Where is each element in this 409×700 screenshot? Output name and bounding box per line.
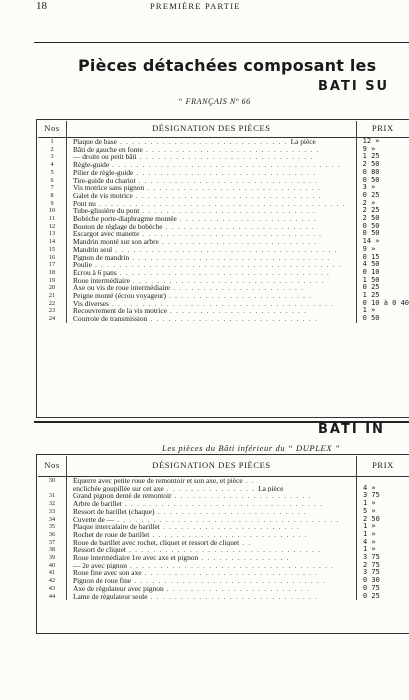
row-designation-cell — [67, 593, 357, 601]
table-row — [38, 146, 409, 154]
row-designation-cell — [67, 500, 357, 508]
row-price: 9 » — [362, 244, 376, 253]
leader-dots: . . . . . . . . . . . . . . . . . . . . . . . . — [165, 292, 313, 300]
row-designation-cell — [67, 238, 357, 246]
row-number: 6 — [38, 177, 67, 185]
row-number: 32 — [38, 500, 67, 508]
row-designation-cell — [67, 477, 357, 485]
row-number: 22 — [38, 300, 67, 308]
leader-dots: . . . . . . . . . . . . . . . . . . . . . . . . . — [154, 507, 307, 516]
row-price: 5 » — [363, 506, 376, 515]
leader-dots: . . . . . . . . . . . . . . . . . . . . . . . . . . . . . — [144, 184, 321, 192]
leader-dots: . . . . . . . . . . . . . . . . . . . . . . . . . — [162, 222, 315, 231]
section2-subtitle: Les pièces du Bâti inférieur du “ DUPLEX ” — [162, 443, 341, 453]
section-title: Pièces détachées composant les — [78, 56, 377, 75]
row-designation: Grand pignon denté de remontoir — [73, 492, 172, 501]
row-price: 2 25 — [362, 206, 380, 215]
page-number: 18 — [36, 0, 47, 12]
section1-bati-label: BATI SU — [318, 79, 390, 94]
row-price: 0 25 — [363, 591, 380, 600]
leader-dots: . . . . . . . . . . . . . . . . . . . . . . . . . . . . — [147, 315, 318, 323]
leader-dots: . . . . . . . . . . . . . . . . . . . . . . . . . . . . . — [136, 153, 314, 162]
row-designation: Escargot avec manette — [73, 230, 140, 239]
row-number: 30 — [38, 477, 67, 485]
table-row — [38, 585, 409, 593]
row-price: 0 30 — [363, 576, 380, 585]
row-number: 35 — [38, 523, 67, 531]
table-row — [38, 230, 409, 238]
row-designation-cell — [67, 207, 357, 215]
row-designation: Règle-guide — [73, 161, 110, 169]
row-designation-cell — [67, 184, 357, 192]
row-price: 2 75 — [363, 560, 380, 569]
row-price: 1 » — [362, 306, 376, 315]
leader-dots: . . . . . . . . . . . . . . . . . . . . . . . . . . . . — [147, 592, 319, 601]
table-row — [38, 593, 409, 601]
row-designation-cell — [67, 200, 357, 208]
row-number: 1 — [38, 138, 67, 146]
row-price: 0 50 — [362, 314, 380, 323]
row-designation-cell — [67, 284, 357, 292]
row-designation-cell — [67, 508, 357, 516]
row-designation: Arbre de barillet — [73, 500, 122, 508]
col-designation-header: DÉSIGNATION DES PIÈCES — [67, 121, 357, 138]
row-designation-cell — [67, 153, 357, 161]
row-number: 16 — [38, 254, 67, 262]
row-number: 11 — [38, 215, 67, 223]
row-number: 40 — [38, 562, 67, 570]
row-designation: Écrou à 6 pans — [73, 268, 117, 277]
leader-dots: . . . . . . . . . . . . . . . . . . . . . . . . — [163, 584, 310, 593]
row-price: 0 25 — [362, 190, 380, 199]
row-designation-cell — [67, 523, 357, 531]
running-title: PREMIÈRE PARTIE — [150, 1, 241, 11]
leader-dots: . . . . . . . . . . . . . . . . . . . . . . . — [167, 307, 308, 316]
table-row — [38, 138, 409, 146]
leader-dots: . . . . . . . . . . . . . . . . . . . . . . . . . . — [158, 238, 318, 246]
row-price: 9 » — [362, 144, 376, 153]
row-number: 12 — [38, 223, 67, 231]
row-price: 0 50 — [362, 229, 380, 238]
row-number — [38, 485, 67, 493]
row-designation: Mandrin seul — [73, 245, 113, 254]
row-price: 0 80 — [362, 167, 380, 176]
row-price: 0 50 — [362, 221, 380, 230]
table-row — [38, 153, 409, 161]
row-designation-cell — [67, 485, 357, 493]
table-row — [38, 161, 409, 169]
row-designation: Plaque de base — [73, 137, 117, 146]
row-designation: Lame de régulateur seule — [73, 592, 148, 601]
row-number: 7 — [38, 184, 67, 192]
table-row — [38, 215, 409, 223]
leader-dots: . . . . . . . . . . . . . . . . . . . . . . . . . . . . . — [141, 569, 319, 578]
row-number: 42 — [38, 577, 67, 585]
row-designation: Tire-guide du chariot — [73, 176, 136, 185]
row-designation: Bobèche porte-diaphragme montée — [73, 215, 177, 223]
row-designation: Mandrin monté sur son arbre — [73, 238, 159, 246]
row-designation-cell — [67, 492, 357, 500]
row-designation: Pont nu — [73, 199, 96, 208]
row-designation-cell — [67, 254, 357, 262]
running-head — [0, 0, 409, 14]
leader-dots: . . . . . . . . . . . . . . . . . . . . . . . . . . . . . . — [135, 176, 319, 185]
row-designation-cell — [67, 292, 357, 300]
row-price: 0 10 à 0 40 — [362, 298, 409, 307]
row-designation-cell — [67, 300, 357, 308]
table-row — [38, 531, 409, 539]
row-number: 3 — [38, 153, 67, 161]
table-row — [38, 300, 409, 308]
row-designation-cell — [67, 277, 357, 285]
row-designation: Équerre avec petite roue de remontoir et son axe, et pièce — [73, 476, 243, 485]
leader-dots: . . . . . . . . . . . . . . . . . . . . . . . . . . . . . — [139, 207, 317, 216]
row-number: 44 — [38, 593, 67, 601]
col-designation-header: DÉSIGNATION DES PIÈCES — [67, 456, 357, 477]
table-row — [38, 546, 409, 554]
row-designation-cell — [67, 192, 357, 200]
row-price: 12 » — [362, 137, 380, 145]
section1-rows — [38, 138, 409, 323]
row-number: 18 — [38, 269, 67, 277]
row-number: 19 — [38, 277, 67, 285]
row-designation: Plaque intercalaire de barillet — [73, 523, 160, 531]
row-designation-cell — [67, 569, 357, 577]
row-designation-cell — [67, 577, 357, 585]
row-designation-cell — [67, 161, 357, 169]
row-number: 20 — [38, 284, 67, 292]
leader-dots: . . — [239, 538, 252, 547]
leader-dots: . . . . . . . . . . . . . . . . . . . . . . . . . . . . . . . . . . . . . . — [109, 161, 341, 169]
row-price: 3 75 — [363, 568, 380, 577]
row-designation: Roue de barillet avec rochet, cliquet et ressort de cliquet — [73, 538, 240, 547]
row-designation-cell — [67, 230, 357, 238]
leader-dots: . . . . . . . . . . . . . . . . . . . . . . . . . . . . . . . . . . . . . — [114, 515, 340, 524]
leader-dots: . . . . . . . . . . . . . . . — [198, 554, 290, 562]
leader-dots: . . . . . . . . . . . . . . . . . . . . . . . . . . — [149, 530, 308, 539]
row-price: 14 » — [362, 237, 380, 246]
leader-dots: . . . . . . . . . . . . . . . . . . . . . . — [170, 284, 305, 293]
table-row — [38, 569, 409, 577]
table-row — [38, 523, 409, 531]
row-price: 1 » — [363, 545, 376, 554]
row-price: 1 50 — [362, 275, 380, 284]
row-designation: — droite ou petit bâti — [73, 153, 137, 162]
row-designation: Vis motrice sans pignon — [73, 184, 145, 192]
row-designation: Poulie — [73, 261, 92, 269]
table-row — [38, 554, 409, 562]
row-number: 31 — [38, 492, 67, 500]
row-number: 4 — [38, 161, 67, 169]
row-price: 1 25 — [362, 152, 380, 161]
row-designation-cell — [67, 585, 357, 593]
table-row — [38, 500, 409, 508]
table-row — [38, 315, 409, 323]
table-row — [38, 169, 409, 177]
table-row — [38, 477, 409, 485]
leader-dots: . . . . . . . . . . . . . . . . . . . . . . . . . . . . . . — [139, 230, 323, 239]
section1-table — [38, 121, 409, 323]
row-designation: Ressort de barillet (chaque) — [73, 507, 155, 516]
row-price: 2 50 — [362, 160, 380, 169]
table-row — [38, 269, 409, 277]
row-number: 43 — [38, 585, 67, 593]
table-row — [38, 277, 409, 285]
row-designation: Pignon de roue fine — [73, 577, 132, 585]
table-row — [38, 192, 409, 200]
leader-dots: . . . . . . . . . . . . . . . . . . . . . . . . . . . . . . . . . . . . . . . . . — [95, 199, 346, 208]
header-rule — [34, 42, 409, 43]
leader-dots: . . . . . . . . . . . . . . . . . . . . . . . . . . . . . . . — [132, 191, 322, 200]
row-price: 2 50 — [362, 214, 380, 223]
leader-dots: . . . . . . . . . . . . . . . . . . . . . . . . . . . . . . . . . . . . . . . . . — [91, 261, 342, 269]
row-number: 39 — [38, 554, 67, 562]
leader-dots: . . . . . . . . . . . . . . . . . . . . . . . . . . . . . . . . — [129, 276, 325, 285]
leader-dots: . . . . . . . . . . . . . . . . . . . . . . . . . . . . . — [142, 145, 320, 154]
col-prix-header: PRIX — [356, 121, 409, 138]
table-row — [38, 492, 409, 500]
table-row — [38, 200, 409, 208]
row-designation: Roue intermédiaire 1re avec axe et pignon — [73, 554, 199, 562]
row-number: 34 — [38, 516, 67, 524]
row-number: 23 — [38, 307, 67, 315]
section2-table — [38, 456, 409, 600]
row-number: 10 — [38, 207, 67, 215]
row-number: 17 — [38, 261, 67, 269]
row-price: 4 » — [363, 537, 376, 546]
row-designation-cell — [67, 169, 357, 177]
row-designation-cell — [67, 246, 357, 254]
row-number: 15 — [38, 246, 67, 254]
table-row — [38, 577, 409, 585]
leader-dots: . . . . . . . . . . . . . . . . . . . . . . . . . . . . . . . . . . . . . — [112, 245, 338, 254]
row-designation: Tube-glissière du pont — [73, 207, 140, 216]
leader-dots: . . . . . . . . . . . . . . . . . . . . . . . — [176, 215, 318, 223]
row-number: 24 — [38, 315, 67, 323]
row-number: 14 — [38, 238, 67, 246]
row-designation-cell — [67, 554, 357, 562]
leader-dots: . . . . . . . . . . . . . . . . . . . . . . . . . . . . . . . . . — [121, 500, 323, 508]
row-designation: Galet de vis motrice — [73, 191, 133, 200]
row-designation-cell — [67, 223, 357, 231]
row-number: 13 — [38, 230, 67, 238]
leader-dots: . . — [242, 476, 255, 485]
row-price: 0 10 — [362, 267, 380, 276]
table-row — [38, 485, 409, 493]
leader-dots: . . . . . . . . . . . . . . . . . . . . . . . . . . . . . . . . . . . — [116, 268, 331, 277]
leader-dots: . . . . . . . . . . . . . . . . . . . . . . . — [159, 523, 300, 531]
section2-bati-label: BATI IN — [318, 422, 385, 437]
row-number: 8 — [38, 192, 67, 200]
col-nos-header: Nos — [38, 121, 67, 138]
table-row — [38, 254, 409, 262]
col-prix-header: PRIX — [357, 456, 409, 477]
table-row — [38, 238, 409, 246]
row-designation: Roue fine avec son axe — [73, 569, 142, 578]
row-price: 0 15 — [362, 252, 380, 261]
table-row — [38, 307, 409, 315]
row-number: 5 — [38, 169, 67, 177]
row-designation-cell — [67, 146, 357, 154]
row-designation: Bouton de réglage de bobèche — [73, 222, 163, 231]
row-number: 38 — [38, 546, 67, 554]
table-row — [38, 207, 409, 215]
row-price: 4 50 — [362, 260, 380, 269]
row-price: 1 » — [363, 499, 376, 508]
row-designation-cell — [67, 261, 357, 269]
row-designation: Vis diverses — [73, 299, 109, 308]
row-designation: enclichée goupillée sur cet axe — [73, 484, 164, 493]
row-designation: Axe ou vis de roue intermédiaire — [73, 284, 171, 293]
row-number: 21 — [38, 292, 67, 300]
leader-dots: . . . . . . . . . . . . . . . . . . . . . . . . . . . . . . . . . . — [126, 561, 335, 570]
row-designation-cell — [67, 138, 357, 146]
table-row — [38, 516, 409, 524]
row-designation: Roue intermédiaire — [73, 276, 130, 285]
row-designation: Pignon de mandrin — [73, 253, 130, 262]
table-row — [38, 508, 409, 516]
row-designation: — 2e avec pignon — [73, 561, 127, 570]
row-designation-cell — [67, 215, 357, 223]
leader-dots: . . . . . . . . . . . . . . . . . . . . . . . . . . . . . . — [133, 168, 317, 177]
row-price: 2 » — [362, 198, 376, 207]
row-number: 9 — [38, 200, 67, 208]
row-designation: Ressort de cliquet — [73, 546, 126, 555]
row-number: 36 — [38, 531, 67, 539]
row-designation-cell — [67, 531, 357, 539]
row-price: 3 » — [362, 183, 376, 192]
section1-subtitle: “ FRANÇAIS Nº 66 — [178, 97, 251, 106]
row-price: 0 25 — [362, 283, 380, 292]
row-designation-cell — [67, 539, 357, 547]
leader-dots: . . . . . . . . . . . . . . . . . . . . . . . . . . . . . . . . — [125, 546, 322, 555]
row-designation: Recouvrement de la vis motrice — [73, 307, 167, 316]
col-nos-header: Nos — [38, 456, 67, 477]
row-designation-cell — [67, 177, 357, 185]
row-price: 0 50 — [362, 175, 380, 184]
row-designation-cell — [67, 269, 357, 277]
row-designation: Rochet de roue de barillet — [73, 530, 150, 539]
row-number: 41 — [38, 569, 67, 577]
row-designation-cell — [67, 516, 357, 524]
row-price: 4 » — [363, 483, 376, 492]
row-designation: Cuvette de — — [73, 515, 115, 524]
leader-dots: . . . . . . . . . . . . . . . . . . . . . . . — [171, 492, 312, 501]
row-unit: La pièce — [290, 137, 316, 146]
row-designation: Peigne monté (écrou voyageur) — [73, 292, 166, 300]
row-designation: Courroie de transmission — [73, 315, 148, 323]
table-row — [38, 562, 409, 570]
row-number: 37 — [38, 539, 67, 547]
leader-dots: . . . . . . . . . . . . . . . . . . . . . . . . . . . . . . . . . . . . . — [108, 299, 335, 308]
table-row — [38, 539, 409, 547]
row-designation: Axe de régulateur avec pignon — [73, 584, 164, 593]
row-number: 33 — [38, 508, 67, 516]
row-designation-cell — [67, 562, 357, 570]
leader-dots: . . . . . . . . . . . . . . . — [163, 484, 256, 493]
leader-dots: . . . . . . . . . . . . . . . . . . . . . . . . . . . . . . . . — [131, 577, 327, 585]
row-designation: Pilier de règle-guide — [73, 168, 134, 177]
row-price: 3 75 — [363, 491, 380, 500]
row-price: 1 » — [363, 529, 376, 538]
table-row — [38, 284, 409, 292]
row-designation-cell — [67, 307, 357, 315]
row-designation: Bâti de gauche en fonte — [73, 145, 143, 154]
row-price: 1 25 — [362, 291, 380, 300]
table-row — [38, 177, 409, 185]
leader-dots: . . . . . . . . . . . . . . . . . . . . . . . . . . . . — [116, 137, 288, 146]
row-designation-cell — [67, 546, 357, 554]
table-row — [38, 261, 409, 269]
row-price: 0 75 — [363, 583, 380, 592]
table-row — [38, 184, 409, 192]
leader-dots: . . . . . . . . . . . . . . . . . . . . . . . . . . . . . . . . . — [129, 253, 331, 262]
row-number: 2 — [38, 146, 67, 154]
row-price: 1 » — [363, 522, 376, 531]
row-price: 2 50 — [363, 514, 380, 523]
table-row — [38, 223, 409, 231]
table-row — [38, 246, 409, 254]
section2-rows — [38, 477, 409, 601]
row-designation-cell — [67, 315, 357, 323]
table-row — [38, 292, 409, 300]
row-unit: La pièce — [258, 484, 284, 493]
row-price: 3 75 — [363, 553, 380, 562]
